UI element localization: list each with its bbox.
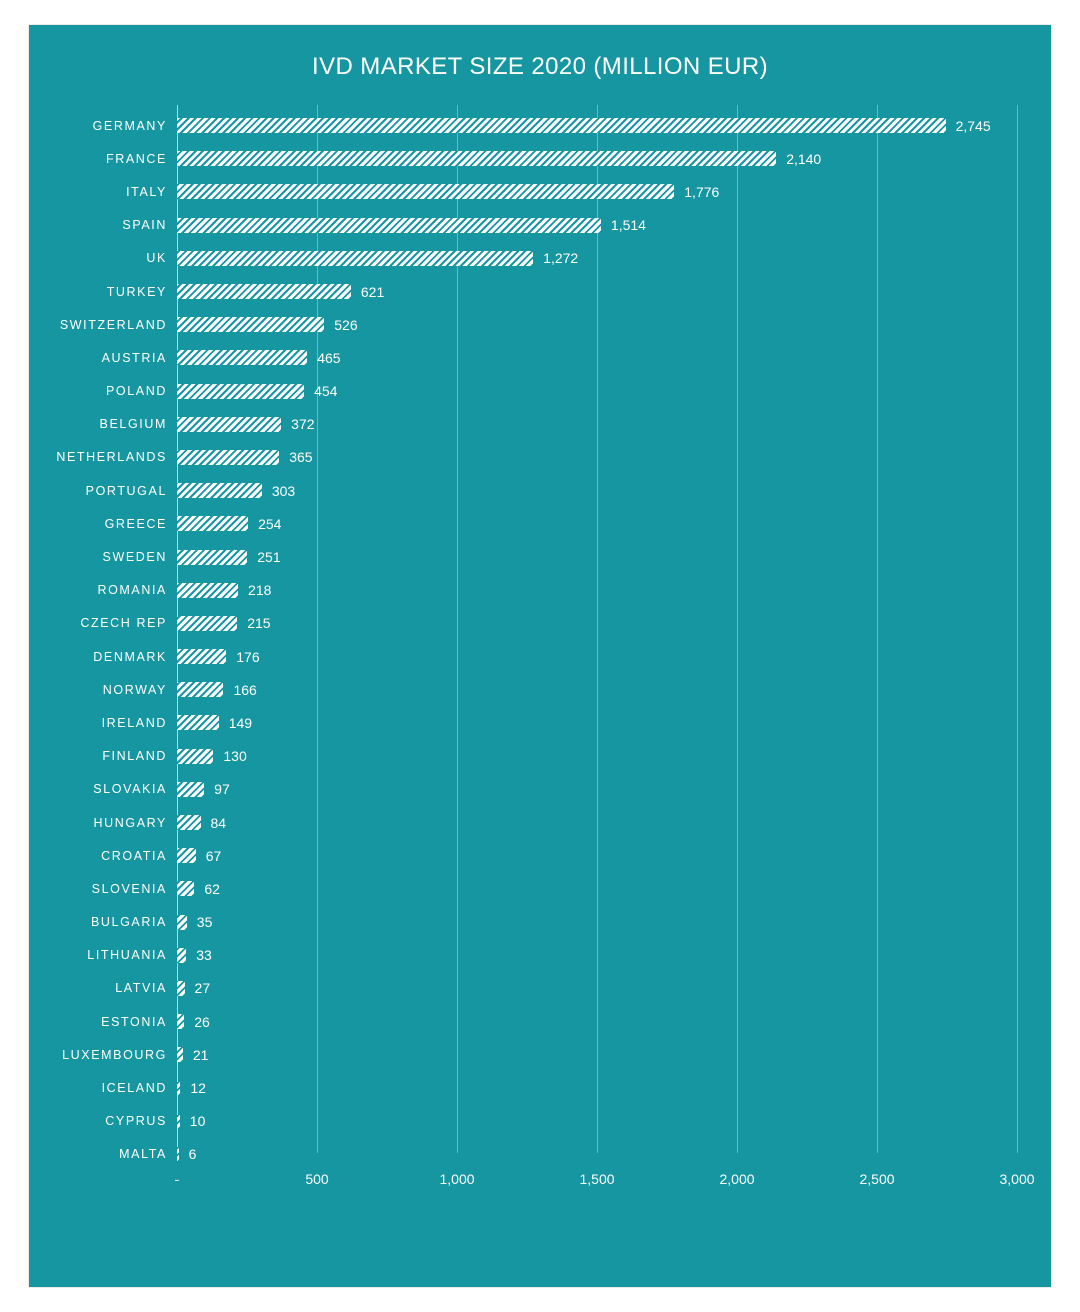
bar[interactable]	[177, 981, 185, 996]
category-label: POLAND	[105, 384, 167, 399]
bar-row	[102, 540, 1017, 573]
category-label: LITHUANIA	[87, 948, 167, 963]
bar-value-label: 84	[210, 814, 227, 831]
bar-value-label: 454	[314, 383, 338, 400]
bar-value-label: 176	[236, 648, 260, 665]
bar[interactable]	[177, 915, 187, 930]
bar[interactable]	[177, 1114, 180, 1129]
bar-row	[93, 806, 1017, 839]
bar[interactable]	[177, 384, 304, 399]
category-label: FINLAND	[102, 749, 167, 764]
bar[interactable]	[177, 583, 238, 598]
bar[interactable]	[177, 682, 223, 697]
bar-row	[91, 872, 1017, 905]
bar-value-label: 130	[223, 748, 247, 765]
bar[interactable]	[177, 550, 247, 565]
bar-row	[106, 142, 1017, 175]
bar-value-label: 372	[291, 416, 315, 433]
bar-value-label: 67	[205, 847, 222, 864]
bar-value-label: 26	[194, 1013, 210, 1030]
bar-value-label: 33	[196, 947, 212, 964]
bar[interactable]	[177, 118, 946, 133]
category-label: BULGARIA	[90, 915, 167, 930]
bar-value-label: 27	[194, 980, 211, 997]
bar-value-label: 2,140	[786, 150, 822, 167]
bar[interactable]	[177, 284, 351, 299]
category-label: BELGIUM	[99, 417, 167, 432]
bar[interactable]	[177, 616, 237, 631]
bar-row	[115, 972, 1017, 1005]
category-label: MALTA	[119, 1147, 167, 1162]
bar-value-label: 1,514	[610, 217, 646, 234]
bar-row	[104, 507, 1017, 540]
category-label: ROMANIA	[97, 583, 167, 598]
category-label: ICELAND	[101, 1081, 167, 1096]
bar-row	[85, 474, 1017, 507]
bar-value-label: 97	[214, 781, 230, 798]
bar[interactable]	[177, 749, 213, 764]
bar[interactable]	[177, 516, 248, 531]
bar[interactable]	[177, 782, 204, 797]
category-label: GREECE	[104, 516, 167, 531]
bar-value-label: 62	[204, 880, 220, 897]
bar[interactable]	[177, 218, 601, 233]
bar-value-label: 2,745	[955, 117, 991, 134]
bar-row	[101, 839, 1017, 872]
bar-row	[87, 939, 1017, 972]
category-label: IRELAND	[101, 715, 167, 730]
bar-row	[92, 109, 1017, 142]
bar-row	[101, 1071, 1017, 1104]
bar-value-label: 218	[248, 582, 272, 599]
bar[interactable]	[177, 1014, 184, 1029]
category-label: NETHERLANDS	[56, 450, 167, 465]
category-label: CYPRUS	[105, 1114, 167, 1129]
bar[interactable]	[177, 350, 307, 365]
bar[interactable]	[177, 1047, 183, 1062]
chart-container	[28, 24, 1052, 1288]
bar-row	[102, 740, 1017, 773]
bar-row	[105, 375, 1017, 408]
bar-value-label: 1,272	[543, 250, 579, 267]
category-label: ESTONIA	[101, 1014, 167, 1029]
category-label: SPAIN	[122, 218, 167, 233]
bar-value-label: 254	[258, 515, 282, 532]
bar-row	[99, 408, 1017, 441]
x-tick-label: -	[174, 1171, 180, 1187]
bar-value-label: 1,776	[684, 183, 720, 200]
bar-value-label: 12	[190, 1080, 206, 1097]
bar[interactable]	[177, 948, 186, 963]
bar[interactable]	[177, 848, 196, 863]
category-label: CZECH REP	[80, 616, 167, 631]
bar-row	[146, 242, 1017, 275]
bar-row	[126, 175, 1017, 208]
category-label: UK	[146, 251, 167, 266]
x-tick-label: 500	[305, 1171, 329, 1187]
bar-row	[93, 640, 1017, 673]
bar[interactable]	[177, 417, 281, 432]
x-tick-label: 2,000	[719, 1171, 755, 1187]
bar[interactable]	[177, 317, 324, 332]
bar[interactable]	[177, 483, 262, 498]
bar[interactable]	[177, 251, 533, 266]
chart-title: IVD MARKET SIZE 2020 (MILLION EUR)	[312, 53, 768, 80]
bar[interactable]	[177, 815, 201, 830]
bar-value-label: 303	[271, 482, 296, 499]
bar-value-label: 365	[289, 449, 313, 466]
bar[interactable]	[177, 649, 226, 664]
gridline	[1017, 105, 1018, 1153]
category-label: HUNGARY	[93, 815, 167, 830]
bar-row	[101, 1005, 1017, 1038]
category-label: ITALY	[126, 184, 167, 199]
category-label: SWEDEN	[102, 550, 167, 565]
x-tick-label: 2,500	[859, 1171, 895, 1187]
bar-row	[122, 209, 1017, 242]
bar-value-label: 10	[189, 1113, 206, 1130]
bar-row	[119, 1138, 1017, 1171]
category-label: FRANCE	[106, 151, 167, 166]
bar-value-label: 465	[317, 349, 341, 366]
category-label: SLOVAKIA	[93, 782, 167, 797]
bar-row	[102, 673, 1017, 706]
bar[interactable]	[177, 184, 674, 199]
bar[interactable]	[177, 715, 219, 730]
bar-value-label: 35	[196, 914, 213, 931]
category-label: DENMARK	[93, 649, 167, 664]
plot-area	[56, 105, 1035, 1235]
bar[interactable]	[177, 151, 776, 166]
bar-value-label: 526	[334, 316, 358, 333]
category-label: CROATIA	[101, 848, 167, 863]
bar-row	[105, 1105, 1017, 1138]
bar-row	[101, 706, 1017, 739]
bar-value-label: 621	[360, 283, 385, 300]
category-label: GERMANY	[92, 118, 167, 133]
bar[interactable]	[177, 1081, 180, 1096]
bar-row	[59, 308, 1017, 341]
bar[interactable]	[177, 881, 194, 896]
x-tick-label: 3,000	[999, 1171, 1035, 1187]
bar-row	[80, 607, 1017, 640]
category-label: SLOVENIA	[91, 881, 167, 896]
category-label: LATVIA	[115, 981, 167, 996]
bar-value-label: 6	[188, 1146, 197, 1163]
x-tick-label: 1,500	[579, 1171, 615, 1187]
category-label: SWITZERLAND	[59, 317, 167, 332]
category-label: AUSTRIA	[101, 350, 167, 365]
bar-value-label: 21	[192, 1046, 209, 1063]
bar-row	[62, 1038, 1017, 1071]
bar[interactable]	[177, 450, 279, 465]
bar-row	[93, 773, 1017, 806]
category-label: PORTUGAL	[85, 483, 167, 498]
bar-row	[101, 341, 1017, 374]
bar-row	[90, 906, 1017, 939]
bar-row	[97, 574, 1017, 607]
category-label: LUXEMBOURG	[62, 1047, 167, 1062]
bar[interactable]	[177, 1147, 179, 1162]
category-label: TURKEY	[106, 284, 167, 299]
x-tick-label: 1,000	[439, 1171, 475, 1187]
bar-rows	[56, 109, 1017, 1171]
bar-row	[106, 275, 1017, 308]
bar-value-label: 215	[247, 615, 271, 632]
bar-row	[56, 441, 1017, 474]
bar-value-label: 251	[257, 549, 281, 566]
bar-value-label: 149	[228, 714, 253, 731]
category-label: NORWAY	[102, 682, 167, 697]
bar-value-label: 166	[233, 681, 257, 698]
